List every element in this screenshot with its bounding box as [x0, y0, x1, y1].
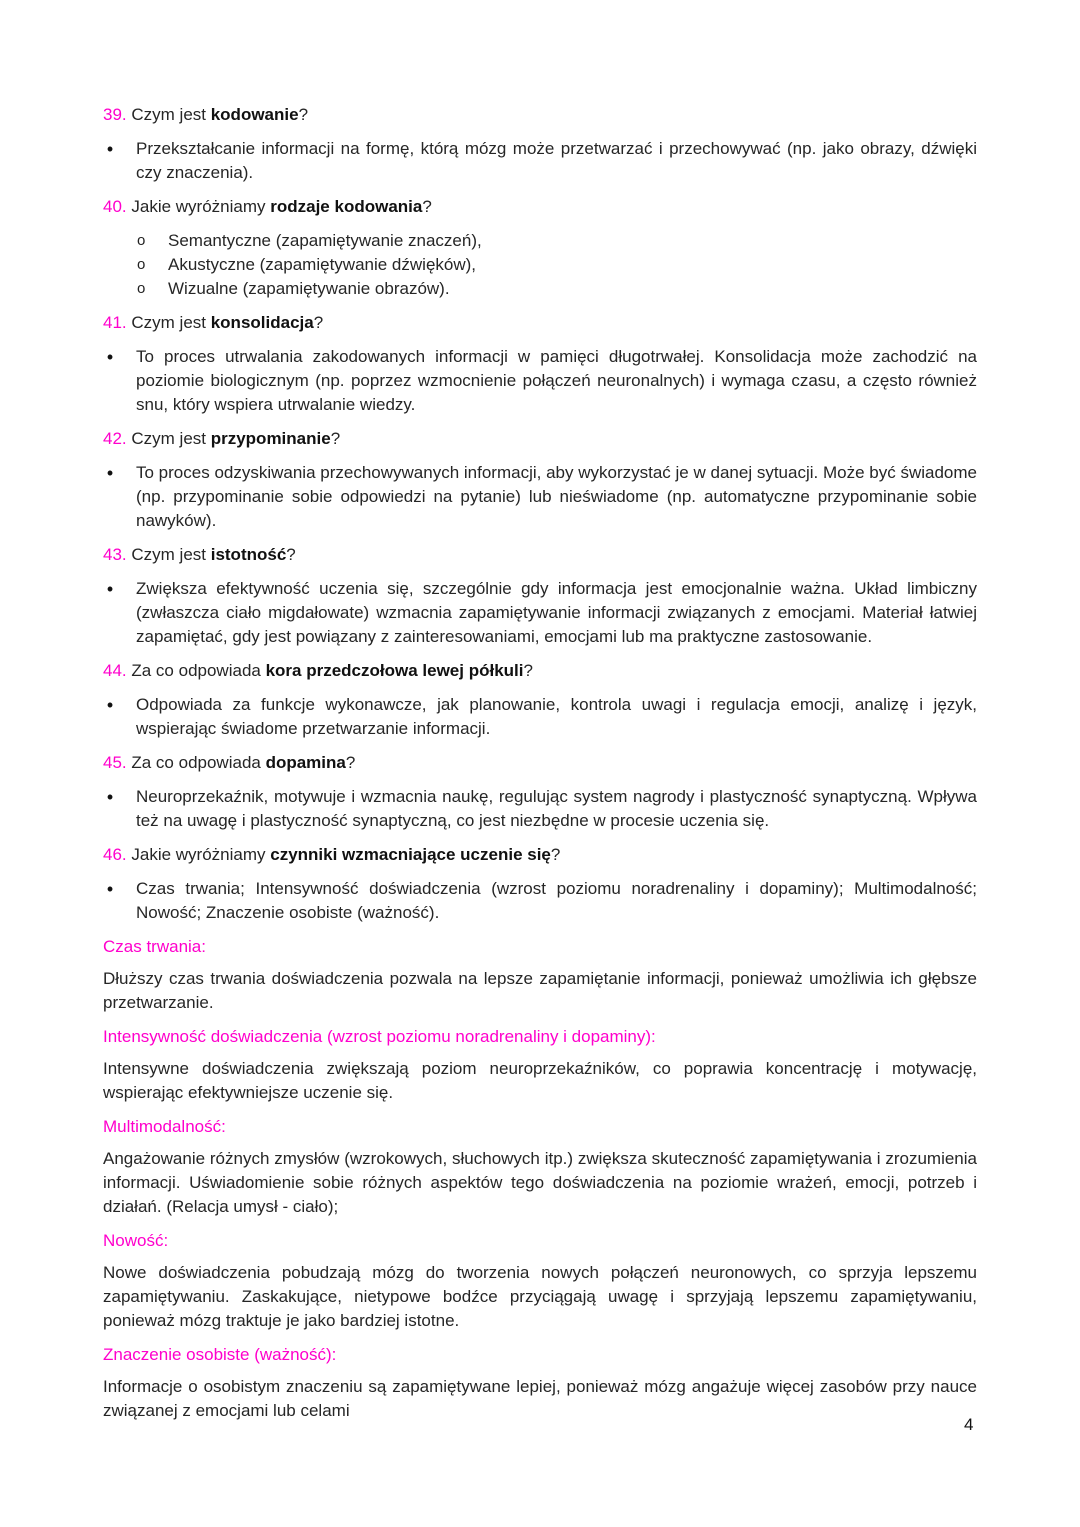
section-text: Angażowanie różnych zmysłów (wzrokowych, słuchowych itp.) zwiększa skuteczność zapamiętywania i zrozumienia informacji. Uświadomienie sobie różnych aspektów tego doświadczenia na poziomie wrażeń, emocji, potrzeb i działań. (Relacja umysł - ciało);: [103, 1149, 977, 1216]
answer-bullet: • Przekształcanie informacji na formę, którą mózg może przetwarzać i przechowywać (np. jako obrazy, dźwięki czy znaczenia).: [103, 137, 977, 185]
encoding-types-list: [137, 229, 977, 301]
question-39: 39. Czym jest kodowanie?: [103, 105, 309, 124]
section-heading: Czas trwania:: [103, 937, 206, 956]
question-keyword: istotność: [210, 545, 287, 564]
question-46: 46. Jakie wyróżniamy czynniki wzmacniające uczenie się?: [103, 845, 561, 864]
answer-bullet: • To proces utrwalania zakodowanych informacji w pamięci długotrwałej. Konsolidacja może zachodzić na poziomie biologicznym (np. poprzez wzmocnienie połączeń neuronalnych) i wymaga czasu, a często również snu, który wspiera utrwalanie wiedzy.: [103, 345, 977, 417]
question-43: 43. Czym jest istotność?: [103, 545, 296, 564]
question-40: 40. Jakie wyróżniamy rodzaje kodowania?: [103, 197, 432, 216]
circle-bullet-icon: o: [137, 256, 146, 273]
question-number: 45.: [103, 753, 127, 772]
answer-bullet: • To proces odzyskiwania przechowywanych informacji, aby wykorzystać je w danej sytuacji. Może być świadome (np. przypominanie sobie odpowiedzi na pytanie) lub nieświadome (np. automatyczne przypominanie sobie nawyków).: [103, 461, 977, 533]
question-keyword: rodzaje kodowania: [270, 197, 423, 216]
bullet-icon: •: [106, 695, 114, 715]
question-keyword: kora przedczołowa lewej półkuli: [265, 661, 524, 680]
answer-bullet: • Neuroprzekaźnik, motywuje i wzmacnia naukę, regulując system nagrody i plastyczność synaptyczną. Wpływa też na uwagę i plastyczność synaptyczną, co jest niezbędne w procesie uczenia się.: [103, 785, 977, 833]
question-41: 41. Czym jest konsolidacja?: [103, 313, 324, 332]
question-keyword: kodowanie: [210, 105, 299, 124]
question-number: 44.: [103, 661, 127, 680]
section-heading: Znaczenie osobiste (ważność):: [103, 1345, 337, 1364]
page-content: [103, 103, 977, 1433]
section-heading: Intensywność doświadczenia (wzrost poziomu noradrenaliny i dopaminy):: [103, 1027, 656, 1046]
answer-bullet: • Zwiększa efektywność uczenia się, szczególnie gdy informacja jest emocjonalnie ważna. Układ limbiczny (zwłaszcza ciało migdałowate) wzmacnia zapamiętywanie informacji związanych z emocjami. Materiał łatwiej zapamiętać, gdy jest powiązany z zainteresowaniami, emocjami lub ma praktyczne zastosowanie.: [103, 577, 977, 649]
question-number: 46.: [103, 845, 127, 864]
page-number: 4: [964, 1415, 974, 1434]
circle-bullet-icon: o: [137, 232, 146, 249]
question-number: 41.: [103, 313, 127, 332]
question-keyword: konsolidacja: [210, 313, 314, 332]
question-number: 43.: [103, 545, 127, 564]
bullet-icon: •: [106, 579, 114, 599]
section-text: Informacje o osobistym znaczeniu są zapamiętywane lepiej, ponieważ mózg angażuje więcej zasobów przy nauce związanej z emocjami lub celami: [103, 1377, 977, 1420]
answer-bullet: • Czas trwania; Intensywność doświadczenia (wzrost poziomu noradrenaliny i dopaminy); Multimodalność; Nowość; Znaczenie osobiste (ważność).: [103, 877, 977, 925]
section-text: Dłuższy czas trwania doświadczenia pozwala na lepsze zapamiętanie informacji, ponieważ umożliwia ich głębsze przetwarzanie.: [103, 969, 977, 1012]
list-item: o Akustyczne (zapamiętywanie dźwięków),: [137, 253, 977, 277]
section-text: Intensywne doświadczenia zwiększają poziom neuroprzekaźników, co poprawia koncentrację i motywację, wspierając efektywniejsze uczenie się.: [103, 1059, 977, 1102]
circle-bullet-icon: o: [137, 280, 146, 297]
section-heading: Multimodalność:: [103, 1117, 226, 1136]
question-keyword: dopamina: [265, 753, 346, 772]
question-42: 42. Czym jest przypominanie?: [103, 429, 341, 448]
bullet-icon: •: [106, 879, 114, 899]
question-keyword: czynniki wzmacniające uczenie się: [270, 845, 551, 864]
question-number: 40.: [103, 197, 127, 216]
answer-bullet: • Odpowiada za funkcje wykonawcze, jak planowanie, kontrola uwagi i regulacja emocji, analizę i język, wspierając świadome przetwarzanie informacji.: [103, 693, 977, 741]
bullet-icon: •: [106, 347, 114, 367]
question-45: 45. Za co odpowiada dopamina?: [103, 753, 356, 772]
bullet-icon: •: [106, 463, 114, 483]
question-number: 39.: [103, 105, 127, 124]
question-number: 42.: [103, 429, 127, 448]
list-item: o Wizualne (zapamiętywanie obrazów).: [137, 277, 977, 301]
list-item: o Semantyczne (zapamiętywanie znaczeń),: [137, 229, 977, 253]
question-44: 44. Za co odpowiada kora przedczołowa lewej półkuli?: [103, 661, 533, 680]
question-keyword: przypominanie: [210, 429, 331, 448]
bullet-icon: •: [106, 787, 114, 807]
bullet-icon: •: [106, 139, 114, 159]
section-heading: Nowość:: [103, 1231, 169, 1250]
section-text: Nowe doświadczenia pobudzają mózg do tworzenia nowych połączeń neuronowych, co sprzyja lepszemu zapamiętywaniu. Zaskakujące, nietypowe bodźce przyciągają uwagę i sprzyjają lepszemu zapamiętywaniu, ponieważ mózg traktuje je jako bardziej istotne.: [103, 1263, 977, 1330]
